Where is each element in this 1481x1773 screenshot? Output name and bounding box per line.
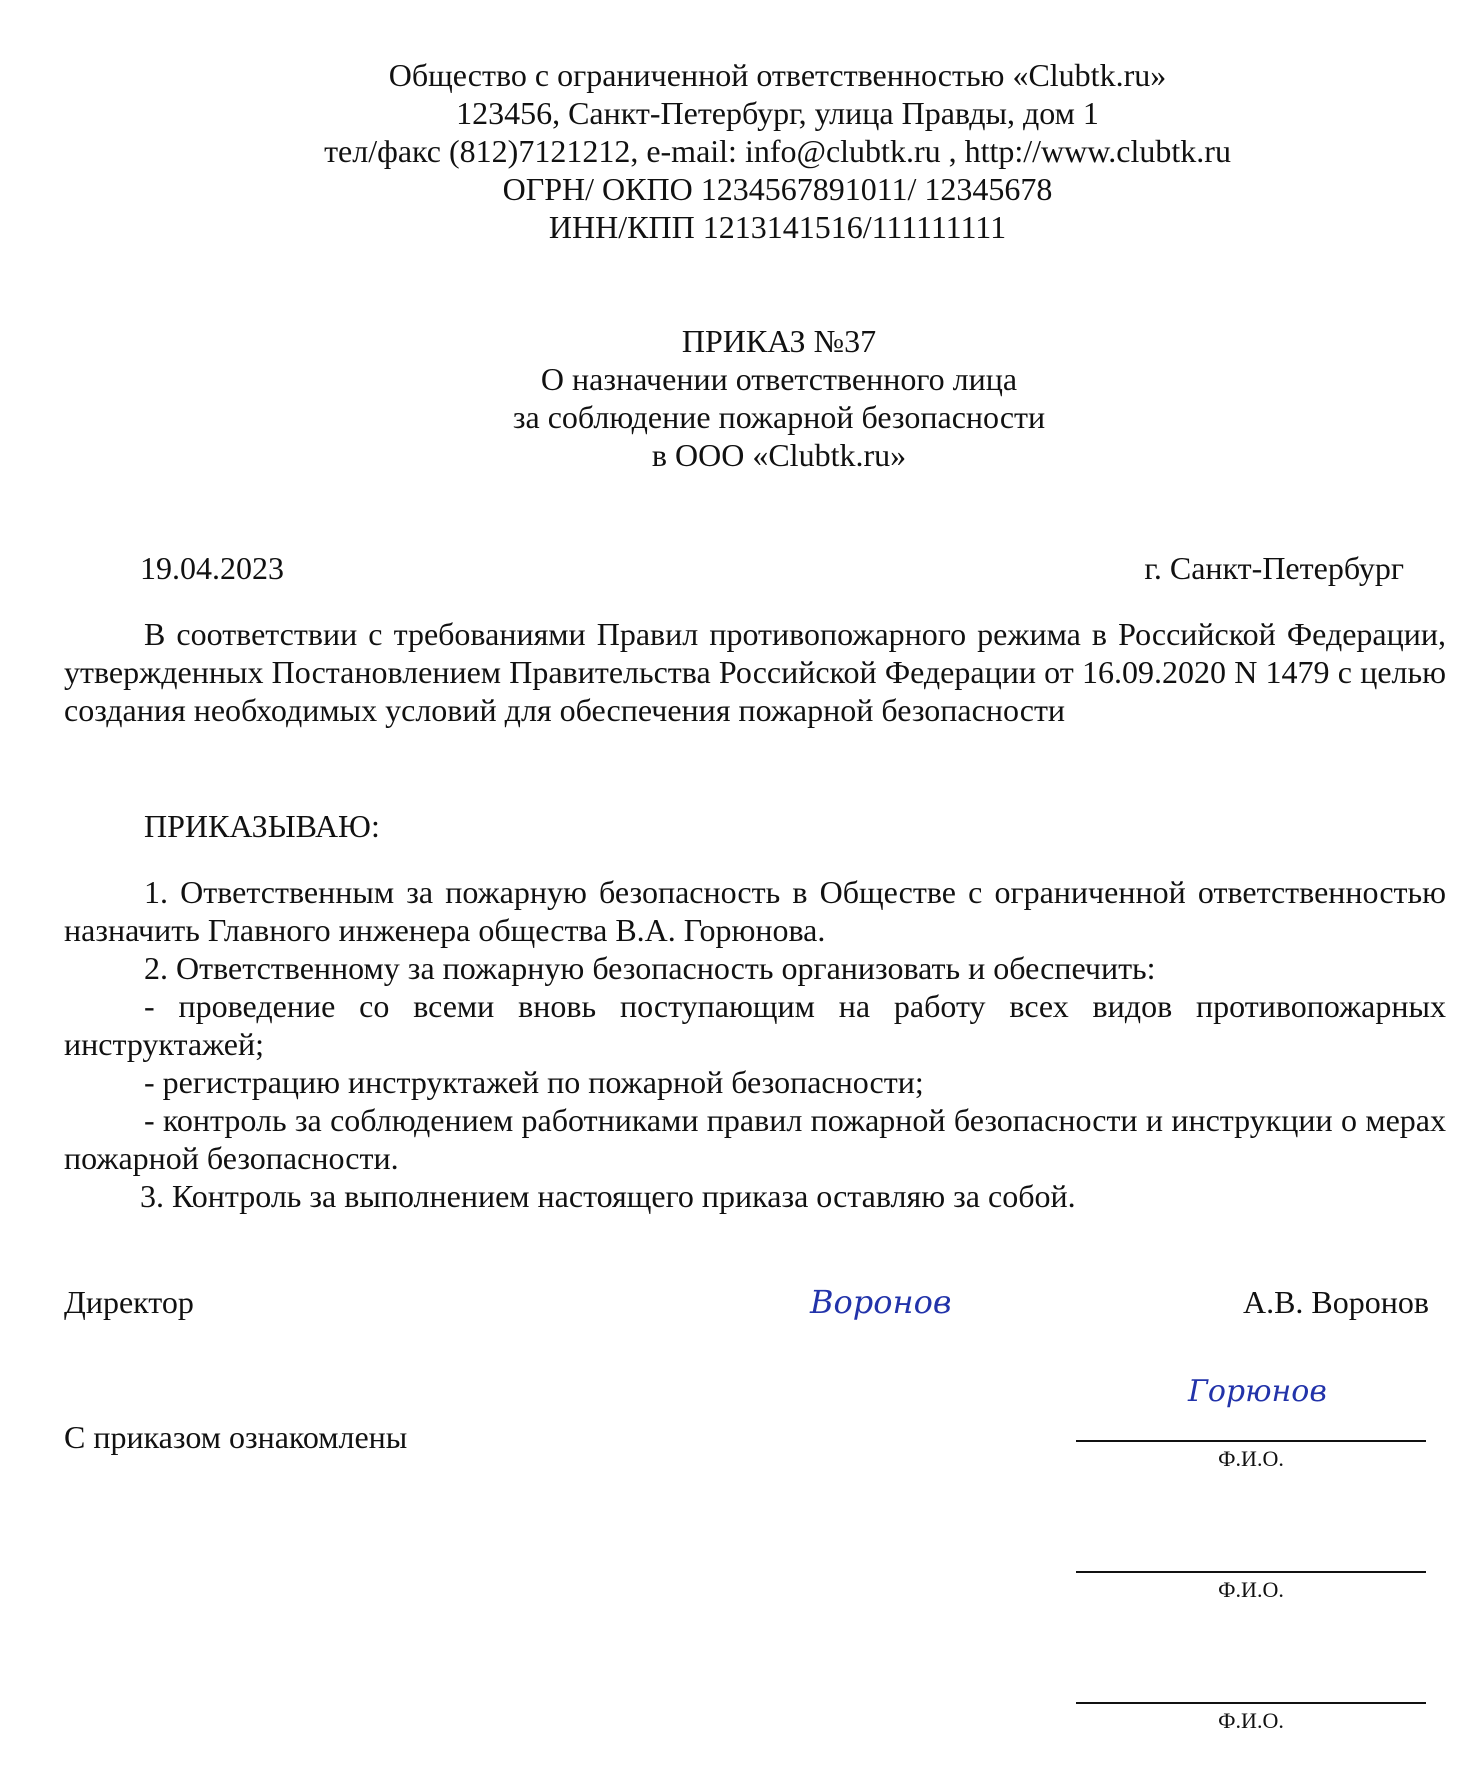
order-word: ПРИКАЗЫВАЮ: <box>144 808 380 844</box>
signature-underline <box>1076 1571 1426 1573</box>
order-item-3: 3. Контроль за выполнением настоящего приказа оставляю за собой. <box>140 1178 1076 1214</box>
signature-line-1 <box>1076 1440 1426 1472</box>
acknowledgement-signature: Горюнов <box>1188 1374 1327 1409</box>
order-item-2a: - проведение со всеми вновь поступающим на работу всех видов противопожарных инструктажей; <box>64 988 1446 1062</box>
director-signature: Воронов <box>810 1283 952 1321</box>
order-item-2c: - контроль за соблюдением работниками правил пожарной безопасности и инструкции о мерах пожарной безопасности. <box>64 1102 1446 1176</box>
order-number: ПРИКАЗ №37 <box>681 323 877 359</box>
signature-line-3 <box>1076 1702 1426 1734</box>
preamble-paragraph: В соответствии с требованиями Правил противопожарного режима в Российской Федерации, утвержденных Постановлением Правительства Российской Федерации от 16.09.2020 N 1479 с целью создания необходимых условий для обеспечения пожарной безопасности <box>64 616 1446 728</box>
fio-caption: Ф.И.О. <box>1218 1577 1284 1602</box>
order-item-2b: - регистрацию инструктажей по пожарной безопасности; <box>144 1064 924 1100</box>
company-header <box>0 56 1481 246</box>
order-city: г. Санкт-Петербург <box>1144 550 1404 586</box>
signature-line-2 <box>1076 1571 1426 1603</box>
signature-underline <box>1076 1440 1426 1442</box>
company-inn-kpp: ИНН/КПП 1213141516/111111111 <box>548 209 1007 245</box>
order-title <box>0 322 1481 474</box>
order-item-2: 2. Ответственному за пожарную безопасность организовать и обеспечить: <box>144 950 1156 986</box>
order-subject-line-2: за соблюдение пожарной безопасности <box>512 399 1046 435</box>
fio-caption: Ф.И.О. <box>1218 1446 1284 1471</box>
order-item-1: 1. Ответственным за пожарную безопасность в Обществе с ограниченной ответственностью назначить Главного инженера общества В.А. Горюнова. <box>64 874 1446 948</box>
signatory-name: А.В. Воронов <box>1242 1284 1429 1320</box>
order-subject-line-1: О назначении ответственного лица <box>540 361 1018 397</box>
company-address: 123456, Санкт-Петербург, улица Правды, дом 1 <box>456 95 1099 131</box>
signature-underline <box>1076 1702 1426 1704</box>
order-date: 19.04.2023 <box>140 550 284 586</box>
company-contacts: тел/факс (812)7121212, e-mail: info@clubtk.ru , http://www.clubtk.ru <box>324 133 1231 169</box>
company-name: Общество с ограниченной ответственностью «Clubtk.ru» <box>388 57 1167 93</box>
company-ogrn-okpo: ОГРН/ ОКПО 1234567891011/ 12345678 <box>502 171 1053 207</box>
fio-caption: Ф.И.О. <box>1218 1708 1284 1733</box>
order-subject-line-3: в ООО «Clubtk.ru» <box>651 437 907 473</box>
acknowledgement-label: С приказом ознакомлены <box>64 1419 408 1455</box>
signatory-position: Директор <box>64 1284 194 1320</box>
